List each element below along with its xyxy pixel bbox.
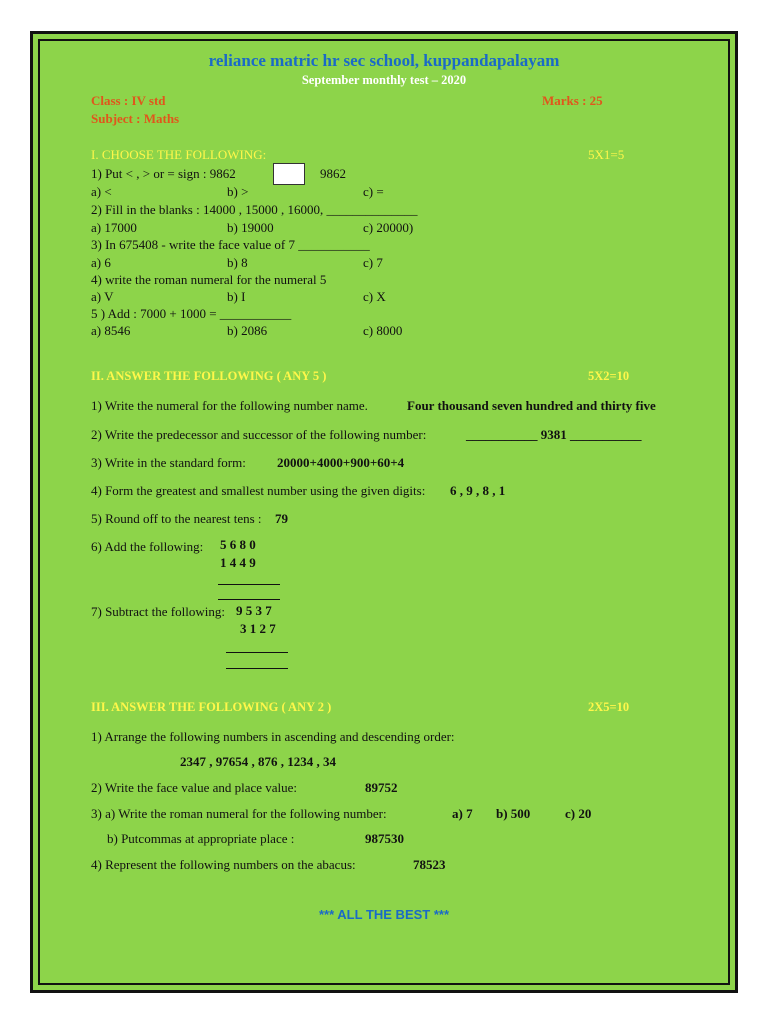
s1-q4: 4) write the roman numeral for the numeral 5 <box>91 272 327 287</box>
section3-title: III. ANSWER THE FOLLOWING ( ANY 2 ) <box>91 700 332 714</box>
all-the-best: *** ALL THE BEST *** <box>318 907 450 922</box>
s2-q6-number1: 5 6 8 0 <box>220 537 256 552</box>
s2-q4-value: 6 , 9 , 8 , 1 <box>450 483 506 498</box>
answer-rule <box>218 584 280 585</box>
s3-q1: 1) Arrange the following numbers in ascending and descending order: <box>91 729 455 744</box>
section1-marks: 5X1=5 <box>588 147 625 162</box>
s3-q4: 4) Represent the following numbers on the abacus: <box>91 857 356 872</box>
s1-q2-b: b) 19000 <box>227 220 274 235</box>
class-label: Class : IV std <box>91 93 166 108</box>
s2-q5-value: 79 <box>275 511 288 526</box>
s2-q6-number2: 1 4 4 9 <box>220 555 256 570</box>
s1-q3-b: b) 8 <box>227 255 248 270</box>
s2-q7: 7) Subtract the following: <box>91 604 225 619</box>
s1-q1-right: 9862 <box>320 166 346 181</box>
s3-q3b-value: 987530 <box>365 831 404 846</box>
answer-rule <box>226 668 288 669</box>
s1-q2-c: c) 20000) <box>363 220 414 235</box>
s2-q1-value: Four thousand seven hundred and thirty five <box>407 398 656 413</box>
s2-q5: 5) Round off to the nearest tens : <box>91 511 262 526</box>
section2-title: II. ANSWER THE FOLLOWING ( ANY 5 ) <box>91 369 327 383</box>
s3-q3-a: a) 7 <box>452 806 473 821</box>
s2-q3: 3) Write in the standard form: <box>91 455 246 470</box>
s1-q5-c: c) 8000 <box>363 323 403 338</box>
s1-q5-b: b) 2086 <box>227 323 268 338</box>
test-title: September monthly test – 2020 <box>301 73 467 87</box>
s2-q2: 2) Write the predecessor and successor of the following number: <box>91 427 427 442</box>
marks-label: Marks : 25 <box>542 93 603 108</box>
section1-title: I. CHOOSE THE FOLLOWING: <box>91 147 267 162</box>
answer-rule <box>218 599 280 600</box>
s1-q5: 5 ) Add : 7000 + 1000 = ___________ <box>91 306 292 321</box>
s3-q3: 3) a) Write the roman numeral for the following number: <box>91 806 387 821</box>
s2-q1: 1) Write the numeral for the following number name. <box>91 398 368 413</box>
s1-q2-a: a) 17000 <box>91 220 137 235</box>
s1-q1: 1) Put < , > or = sign : 9862 <box>91 166 236 181</box>
s1-q3-c: c) 7 <box>363 255 383 270</box>
s1-q3-a: a) 6 <box>91 255 111 270</box>
s3-q3-c: c) 20 <box>565 806 592 821</box>
s1-q4-c: c) X <box>363 289 386 304</box>
s2-q2-value: ___________ 9381 ___________ <box>466 427 642 442</box>
s1-q1-a: a) < <box>91 184 112 199</box>
s1-q2: 2) Fill in the blanks : 14000 , 15000 , 16000, ______________ <box>91 202 418 217</box>
s1-q1-b: b) > <box>227 184 249 199</box>
s2-q3-value: 20000+4000+900+60+4 <box>277 455 405 470</box>
s2-q7-number2: 3 1 2 7 <box>240 621 276 636</box>
s2-q7-number1: 9 5 3 7 <box>236 603 272 618</box>
s1-q4-a: a) V <box>91 289 114 304</box>
s2-q4: 4) Form the greatest and smallest number using the given digits: <box>91 483 426 498</box>
s3-q3b: b) Putcommas at appropriate place : <box>107 831 295 846</box>
s2-q6: 6) Add the following: <box>91 539 204 554</box>
section3-marks: 2X5=10 <box>588 700 630 714</box>
answer-rule <box>226 652 288 653</box>
s1-q3: 3) In 675408 - write the face value of 7 ___________ <box>91 237 370 252</box>
school-name: reliance matric hr sec school, kuppandapalayam <box>208 51 560 70</box>
s3-q4-value: 78523 <box>413 857 446 872</box>
subject-label: Subject : Maths <box>91 111 180 126</box>
s1-q1-c: c) = <box>363 184 384 199</box>
s3-q3-b: b) 500 <box>496 806 531 821</box>
s3-q1-values: 2347 , 97654 , 876 , 1234 , 34 <box>180 754 336 769</box>
s3-q2-value: 89752 <box>365 780 398 795</box>
s1-q5-a: a) 8546 <box>91 323 131 338</box>
section2-marks: 5X2=10 <box>588 369 630 383</box>
answer-box <box>273 163 305 185</box>
s1-q4-b: b) I <box>227 289 246 304</box>
s3-q2: 2) Write the face value and place value: <box>91 780 298 795</box>
